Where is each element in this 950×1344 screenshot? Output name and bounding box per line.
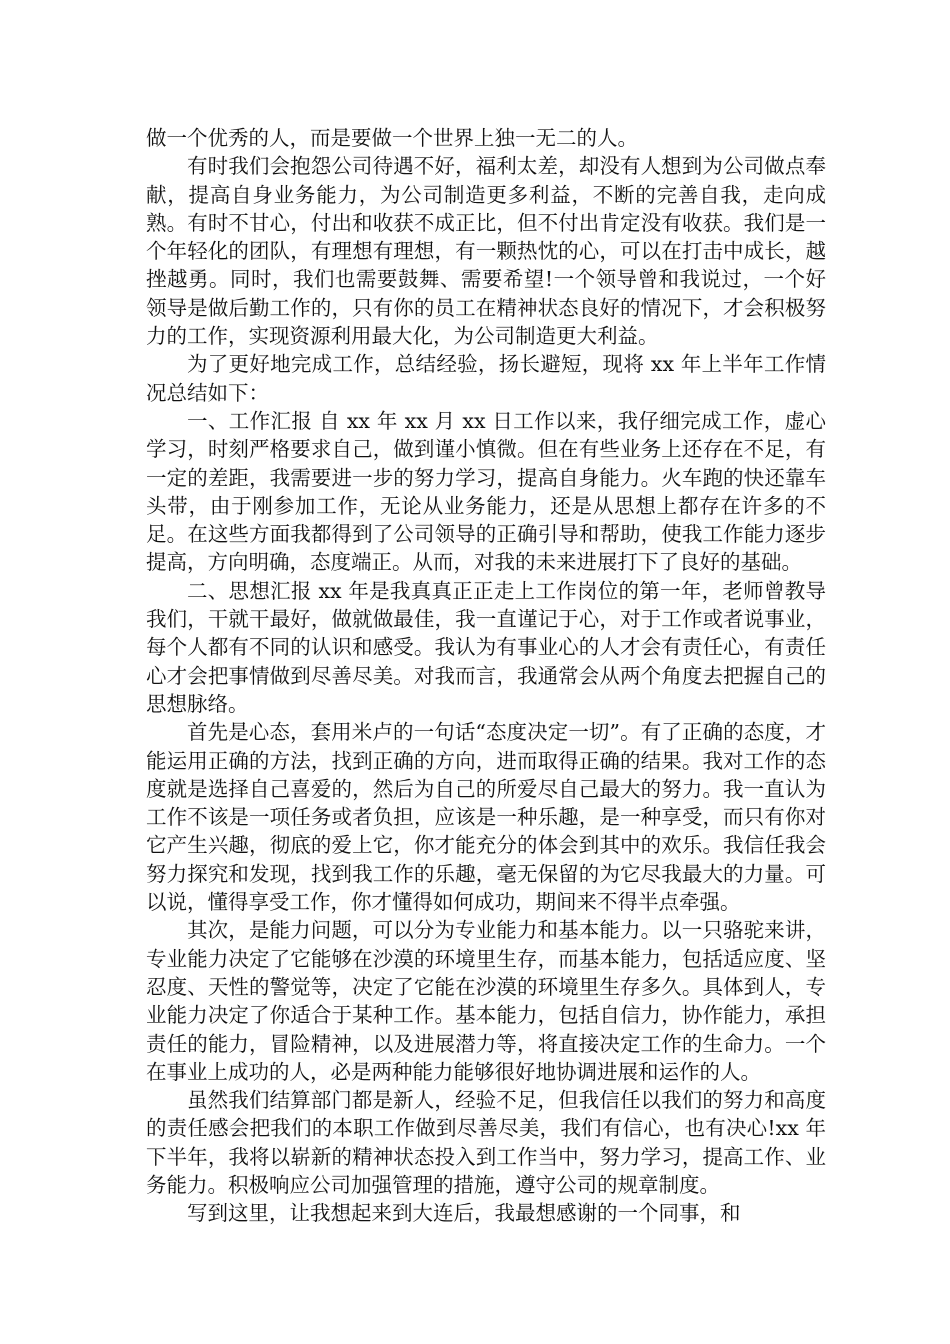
- paragraph-company-treatment: 有时我们会抱怨公司待遇不好，福利太差，却没有人想到为公司做点奉献，提高自身业务能力，为公司制造更多利益，不断的完善自我，走向成熟。有时不甘心，付出和收获不成正比，但不付出肯定没有收获。我们是一个年轻化的团队，有理想有理想，有一颗热忱的心，可以在打击中成长，越挫越勇。同时，我们也需要鼓舞、需要希望!一个领导曾和我说过，一个好领导是做后勤工作的，只有你的员工在精神状态良好的情况下，才会积极努力的工作，实现资源利用最大化，为公司制造更大利益。: [146, 154, 826, 349]
- paragraph-work-report: 一、工作汇报 自 xx 年 xx 月 xx 日工作以来，我仔细完成工作，虚心学习，时刻严格要求自己，做到谨小慎微。但在有些业务上还存在不足，有一定的差距，我需要进一步的努力学习，提高自身能力。火车跑的快还靠车头带，由于刚参加工作，无论从业务能力，还是从思想上都存在许多的不足。在这些方面我都得到了公司领导的正确引导和帮助，使我工作能力逐步提高，方向明确，态度端正。从而，对我的未来进展打下了良好的基础。: [146, 408, 826, 575]
- paragraph-thanks: 写到这里，让我想起来到大连后，我最想感谢的一个同事，和: [187, 1201, 741, 1226]
- paragraph-summary-intro: 为了更好地完成工作，总结经验，扬长避短，现将 xx 年上半年工作情况总结如下：: [146, 352, 826, 405]
- document-body: [146, 124, 826, 1228]
- paragraph-continued: 做一个优秀的人，而是要做一个世界上独一无二的人。: [146, 126, 638, 150]
- paragraph-ability: 其次，是能力问题，可以分为专业能力和基本能力。以一只骆驼来讲，专业能力决定了它能够在沙漠的环境里生存，而基本能力，包括适应度、坚忍度、天性的警觉等，决定了它能在沙漠的环境里生存多久。具体到人，专业能力决定了你适合于某种工作。基本能力，包括自信力，协作能力，承担责任的能力，冒险精神，以及进展潜力等，将直接决定工作的生命力。一个在事业上成功的人，必是两种能力能够很好地协调进展和运作的人。: [146, 918, 826, 1084]
- paragraph-confidence: 虽然我们结算部门都是新人，经验不足，但我信任以我们的努力和高度的责任感会把我们的本职工作做到尽善尽美，我们有信心，也有决心!xx 年下半年，我将以崭新的精神状态投入到工作当中，努力学习，提高工作、业务能力。积极响应公司加强管理的措施，遵守公司的规章制度。: [146, 1088, 826, 1197]
- paragraph-attitude: 首先是心态，套用米卢的一句话“态度决定一切”。有了正确的态度，才能运用正确的方法，找到正确的方向，进而取得正确的结果。我对工作的态度就是选择自己喜爱的，然后为自己的所爱尽自己最大的努力。我一直认为工作不该是一项任务或者负担，应该是一种乐趣，是一种享受，而只有你对它产生兴趣，彻底的爱上它，你才能充分的体会到其中的欢乐。我信任我会努力探究和发现，找到我工作的乐趣，毫无保留的为它尽我最大的力量。可以说，懂得享受工作，你才懂得如何成功，期间来不得半点牵强。: [146, 720, 826, 915]
- paragraph-thought-report: 二、思想汇报 xx 年是我真真正正走上工作岗位的第一年，老师曾教导我们，干就干最好，做就做最佳，我一直谨记于心，对于工作或者说事业，每个人都有不同的认识和感受。我认为有事业心的人才会有责任心，有责任心才会把事情做到尽善尽美。对我而言，我通常会从两个角度去把握自己的思想脉络。: [146, 578, 826, 716]
